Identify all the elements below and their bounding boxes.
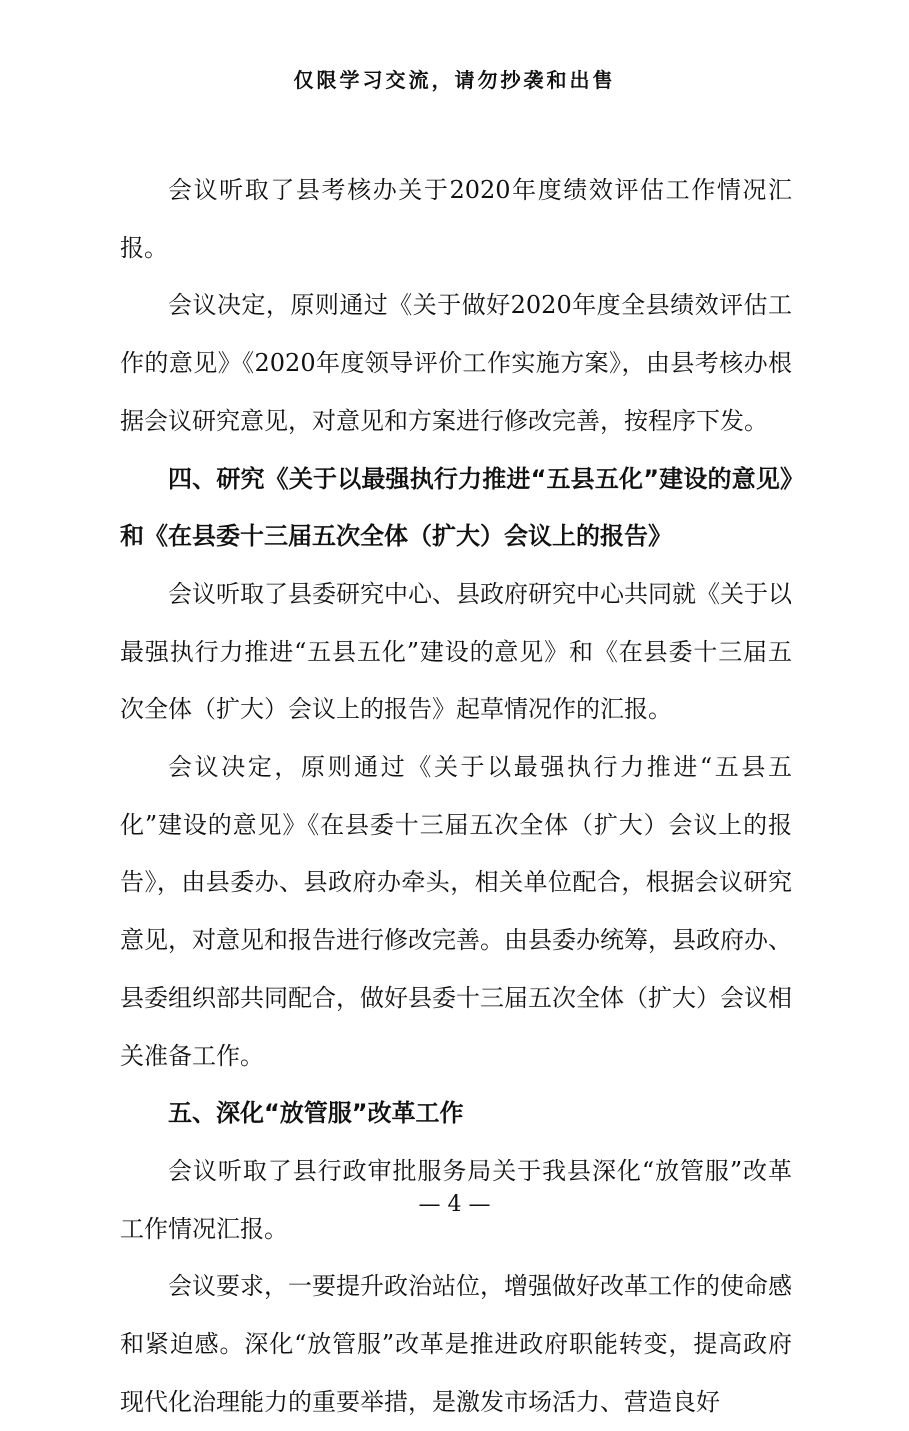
paragraph-assessment-report: 会议听取了县考核办关于2020年度绩效评估工作情况汇报。 bbox=[120, 176, 792, 262]
paragraph-research-decision: 会议决定，原则通过《关于以最强执行力推进“五县五化”建设的意见》《在县委十三届五次全体（扩大）会议上的报告》，由县委办、县政府办牵头，相关单位配合，根据会议研究意见，对意见和报告进行修改完善。由县委办统筹，县政府办、县委组织部共同配合，做好县委十三届五次全体（扩大）会议相关准备工作。 bbox=[120, 753, 792, 1070]
paragraph-research-report: 会议听取了县委研究中心、县政府研究中心共同就《关于以最强执行力推进“五县五化”建设的意见》和《在县委十三届五次全体（扩大）会议上的报告》起草情况作的汇报。 bbox=[120, 579, 792, 724]
page-number: — 4 — bbox=[418, 1192, 491, 1217]
watermark-header: 仅限学习交流，请勿抄袭和出售 bbox=[293, 68, 616, 92]
section-heading-four: 四、研究《关于以最强执行力推进“五县五化”建设的意见》和《在县委十三届五次全体（扩大）会议上的报告》 bbox=[120, 464, 792, 551]
section-heading-five: 五、深化“放管服”改革工作 bbox=[168, 1099, 464, 1128]
document-body bbox=[120, 162, 792, 1431]
paragraph-reform-report: 会议听取了县行政审批服务局关于我县深化“放管服”改革工作情况汇报。 bbox=[120, 1156, 792, 1243]
paragraph-reform-requirements: 会议要求，一要提升政治站位，增强做好改革工作的使命感和紧迫感。深化“放管服”改革是推进政府职能转变，提高政府现代化治理能力的重要举措，是激发市场活力、营造良好 bbox=[120, 1272, 792, 1416]
paragraph-assessment-decision: 会议决定，原则通过《关于做好2020年度全县绩效评估工作的意见》《2020年度领导评价工作实施方案》，由县考核办根据会议研究意见，对意见和方案进行修改完善，按程序下发。 bbox=[120, 291, 792, 435]
